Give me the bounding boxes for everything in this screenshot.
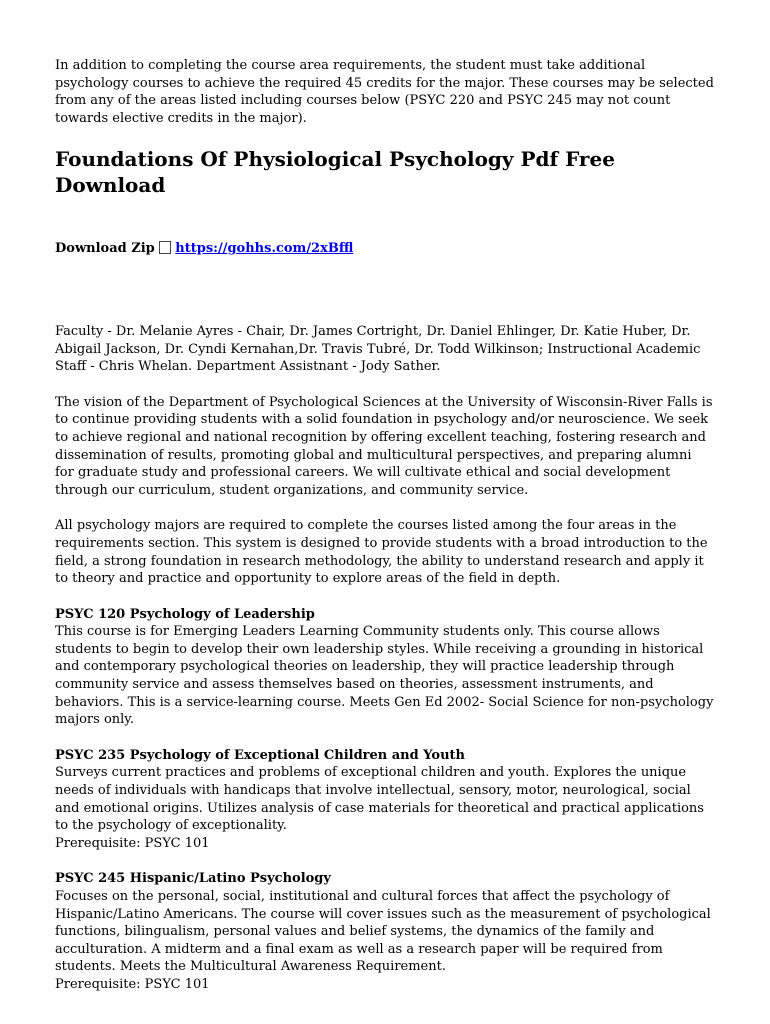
vision-paragraph: The vision of the Department of Psychological Sciences at the University of Wisconsin-River Falls is to continue providing students with a solid foundation in psychology and/or neuroscience. We seek to achieve regional and national recognition by offering excellent teaching, fostering research and dissemination of results, promoting global and multicultural perspectives, and preparing alumni for graduate study and professional careers. We will cultivate ethical and social development through our curriculum, student organizations, and community service.: [55, 394, 713, 498]
course-title: PSYC 235 Psychology of Exceptional Children and Youth: [55, 747, 465, 763]
requirements-paragraph: All psychology majors are required to complete the courses listed among the four areas in the requirements section. This system is designed to provide students with a broad introduction to the field, a strong foundation in research methodology, the ability to understand research and apply it to theory and practice and opportunity to explore areas of the field in depth.: [55, 518, 708, 587]
course-psyc-120: [55, 606, 714, 729]
download-line: [55, 240, 714, 258]
course-title: PSYC 245 Hispanic/Latino Psychology: [55, 871, 331, 887]
course-description: Surveys current practices and problems of exceptional children and youth. Explores the unique needs of individuals with handicaps that involve intellectual, sensory, motor, neurological, social and emotional origins. Utilizes analysis of case materials for theoretical and practical applications to the psychology of exceptionality.: [55, 765, 704, 834]
course-description: Focuses on the personal, social, institutional and cultural forces that affect the psychology of Hispanic/Latino Americans. The course will cover issues such as the measurement of psychological functions, bilingualism, personal values and belief systems, the dynamics of the family and acculturation. A midterm and a final exam as well as a research paper will be required from students. Meets the Multicultural Awareness Requirement.: [55, 889, 711, 975]
faculty-paragraph: Faculty - Dr. Melanie Ayres - Chair, Dr. James Cortright, Dr. Daniel Ehlinger, Dr. Katie Huber, Dr. Abigail Jackson, Dr. Cyndi Kernahan,Dr. Travis Tubré, Dr. Todd Wilkinson; Instructional Academic Staff - Chris Whelan. Department Assistnant - Jody Sather.: [55, 323, 701, 375]
course-title: PSYC 120 Psychology of Leadership: [55, 606, 315, 622]
intro-paragraph: In addition to completing the course area requirements, the student must take additional psychology courses to achieve the required 45 credits for the major. These courses may be selected from any of the areas listed including courses below (PSYC 220 and PSYC 245 may not count towards elective credits in the major).: [55, 58, 714, 126]
course-psyc-245: [55, 870, 714, 993]
course-prerequisite: Prerequisite: PSYC 101: [55, 976, 210, 992]
download-label: Download Zip: [55, 241, 155, 257]
course-description: This course is for Emerging Leaders Learning Community students only. This course allows students to begin to develop their own leadership styles. While receiving a grounding in historical and contemporary psychological theories on leadership, they will practice leadership through community service and assess themselves based on theories, assessment instruments, and behaviors. This is a service-learning course. Meets Gen Ed 2002- Social Science for non-psychology majors only.: [55, 624, 714, 728]
page-title: Foundations Of Physiological Psychology Pdf Free Download: [55, 147, 615, 198]
course-prerequisite: Prerequisite: PSYC 101: [55, 835, 210, 851]
missing-glyph-icon: [159, 241, 171, 254]
download-link[interactable]: https://gohhs.com/2xBffl: [175, 241, 354, 257]
course-psyc-235: [55, 747, 714, 853]
